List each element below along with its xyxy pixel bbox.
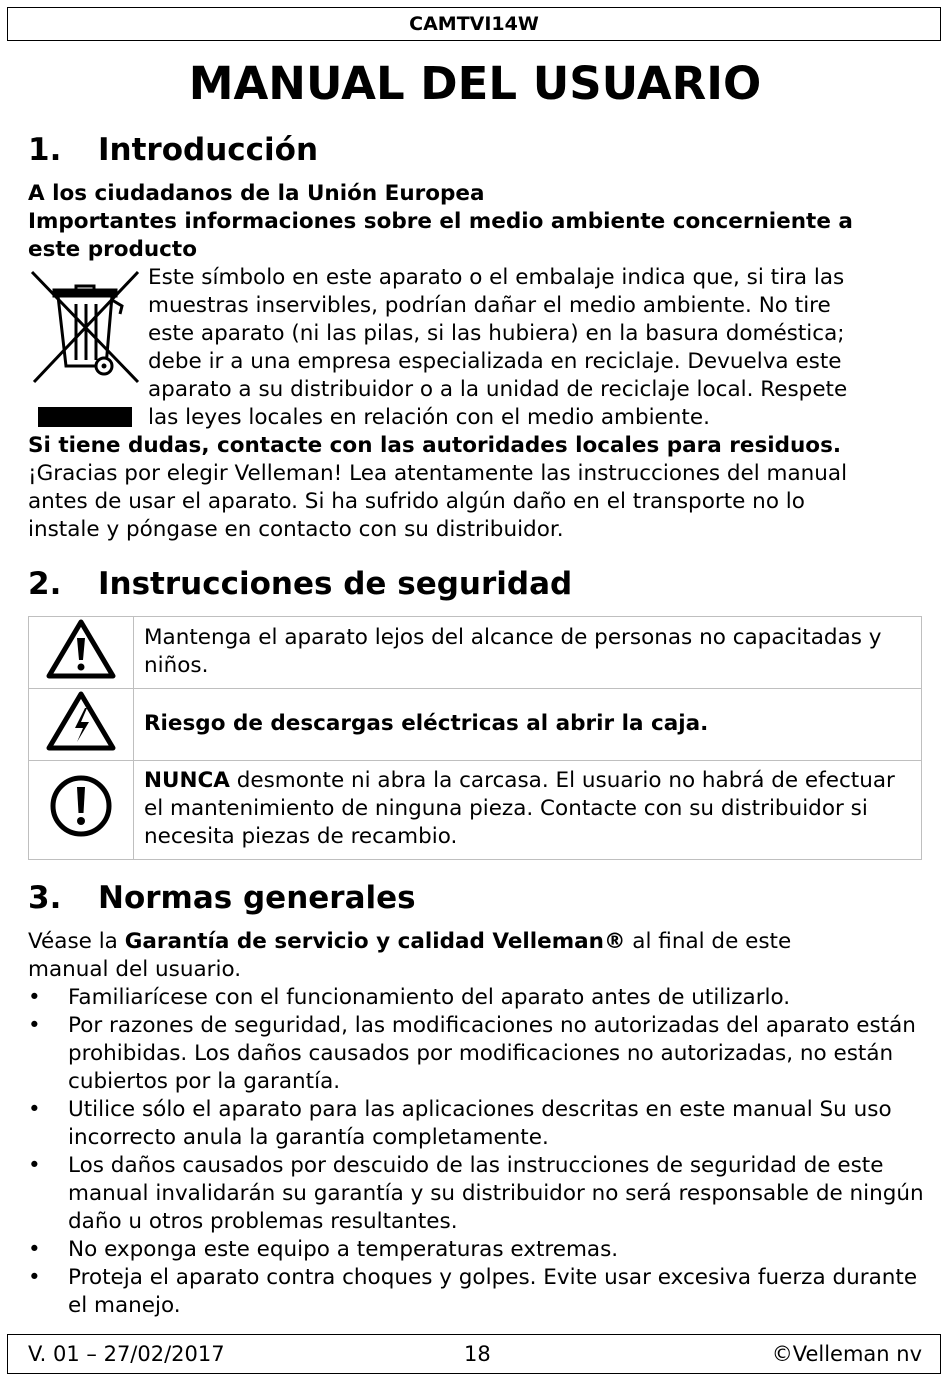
- section-number: 2.: [28, 566, 62, 602]
- page-title: MANUAL DEL USUARIO: [188, 57, 762, 110]
- list-item: [28, 984, 928, 1012]
- section-number: 3.: [28, 880, 62, 916]
- section-3-heading: [28, 878, 416, 918]
- list-item-text: Proteja el aparato contra choques y golpes. Evite usar excesiva fuerza durante el manejo.: [68, 1265, 918, 1318]
- bullet: •: [28, 1097, 41, 1122]
- safety-row: [29, 689, 922, 761]
- list-item: [28, 1096, 928, 1152]
- version-date: V. 01 – 27/02/2017: [28, 1342, 225, 1366]
- section-1-heading: [28, 130, 318, 170]
- document-footer: [7, 1334, 941, 1374]
- model-code: CAMTVI14W: [409, 13, 539, 35]
- list-item: [28, 1012, 928, 1096]
- exclamation-circle-icon: [48, 773, 114, 839]
- list-item: [28, 1152, 928, 1236]
- safety-text-rest: desmonte ni abra la carcasa. El usuario no habrá de efectuar el mantenimiento de ninguna pieza. Contacte con su distribuidor si necesita piezas de recambio.: [144, 768, 895, 849]
- never-emphasis: NUNCA: [144, 768, 230, 793]
- section-title: Introducción: [98, 132, 319, 168]
- safety-text: Riesgo de descargas eléctricas al abrir la caja.: [134, 689, 922, 761]
- section-title: Instrucciones de seguridad: [98, 566, 573, 602]
- safety-row: [29, 617, 922, 689]
- intro-text: al final de este: [625, 929, 792, 954]
- weee-bin-icon: [28, 266, 144, 432]
- bullet: •: [28, 1153, 41, 1178]
- section-title: Normas generales: [98, 880, 416, 916]
- list-item: [28, 1236, 928, 1264]
- bullet: •: [28, 985, 41, 1010]
- safety-text: [134, 761, 922, 860]
- doubts-notice: Si tiene dudas, contacte con las autoridades locales para residuos.: [28, 433, 842, 458]
- safety-icon-cell: [29, 761, 134, 860]
- copyright: ©Velleman nv: [771, 1342, 922, 1366]
- environment-heading-line1: Importantes informaciones sobre el medio ambiente concerniente a: [28, 209, 853, 234]
- list-item-text: Los daños causados por descuido de las instrucciones de seguridad de este manual invalidarán su garantía y su distribuidor no será responsable de ningún daño u otros problemas resultantes.: [68, 1153, 924, 1234]
- general-rules-list: [28, 984, 928, 1320]
- bullet: •: [28, 1265, 41, 1290]
- section-2-heading: [28, 564, 572, 604]
- weee-line: este aparato (ni las pilas, si las hubiera) en la basura doméstica;: [148, 321, 845, 346]
- warranty-intro: [28, 928, 791, 956]
- safety-icon-cell: [29, 617, 134, 689]
- warning-triangle-icon: [45, 618, 117, 680]
- bullet: •: [28, 1013, 41, 1038]
- weee-line: las leyes locales en relación con el medio ambiente.: [148, 405, 710, 430]
- weee-line: aparato a su distribuidor o a la unidad de reciclaje local. Respete: [148, 377, 848, 402]
- weee-line: Este símbolo en este aparato o el embalaje indica que, si tira las: [148, 265, 845, 290]
- list-item: [28, 1264, 928, 1320]
- thanks-line: ¡Gracias por elegir Velleman! Lea atentamente las instrucciones del manual: [28, 461, 848, 486]
- bullet: •: [28, 1237, 41, 1262]
- safety-text: Mantenga el aparato lejos del alcance de personas no capacitadas y niños.: [134, 617, 922, 689]
- eu-citizens-heading: A los ciudadanos de la Unión Europea: [28, 181, 485, 206]
- list-item-text: No exponga este equipo a temperaturas extremas.: [68, 1237, 619, 1262]
- page-number: 18: [464, 1342, 491, 1366]
- thanks-line: antes de usar el aparato. Si ha sufrido algún daño en el transporte no lo: [28, 489, 805, 514]
- document-header: [7, 7, 941, 41]
- list-item-text: Por razones de seguridad, las modificaciones no autorizadas del aparato están prohibidas. Los daños causados por modificaciones no autorizadas, no están cubiertos por la garantía.: [68, 1013, 916, 1094]
- weee-line: muestras inservibles, podrían dañar el medio ambiente. No tire: [148, 293, 831, 318]
- section-number: 1.: [28, 132, 62, 168]
- electric-shock-icon: [45, 690, 117, 752]
- environment-heading-line2: este producto: [28, 237, 197, 262]
- safety-row: [29, 761, 922, 860]
- list-item-text: Utilice sólo el aparato para las aplicaciones descritas en este manual Su uso incorrecto anula la garantía completamente.: [68, 1097, 892, 1150]
- weee-line: debe ir a una empresa especializada en reciclaje. Devuelva este: [148, 349, 842, 374]
- safety-icon-cell: [29, 689, 134, 761]
- safety-table: [28, 616, 922, 860]
- thanks-line: instale y póngase en contacto con su distribuidor.: [28, 517, 564, 542]
- intro-text: Véase la: [28, 929, 125, 954]
- warranty-reference: Garantía de servicio y calidad Velleman®: [124, 929, 626, 954]
- list-item-text: Familiarícese con el funcionamiento del aparato antes de utilizarlo.: [68, 985, 791, 1010]
- warranty-intro-line2: manual del usuario.: [28, 957, 242, 982]
